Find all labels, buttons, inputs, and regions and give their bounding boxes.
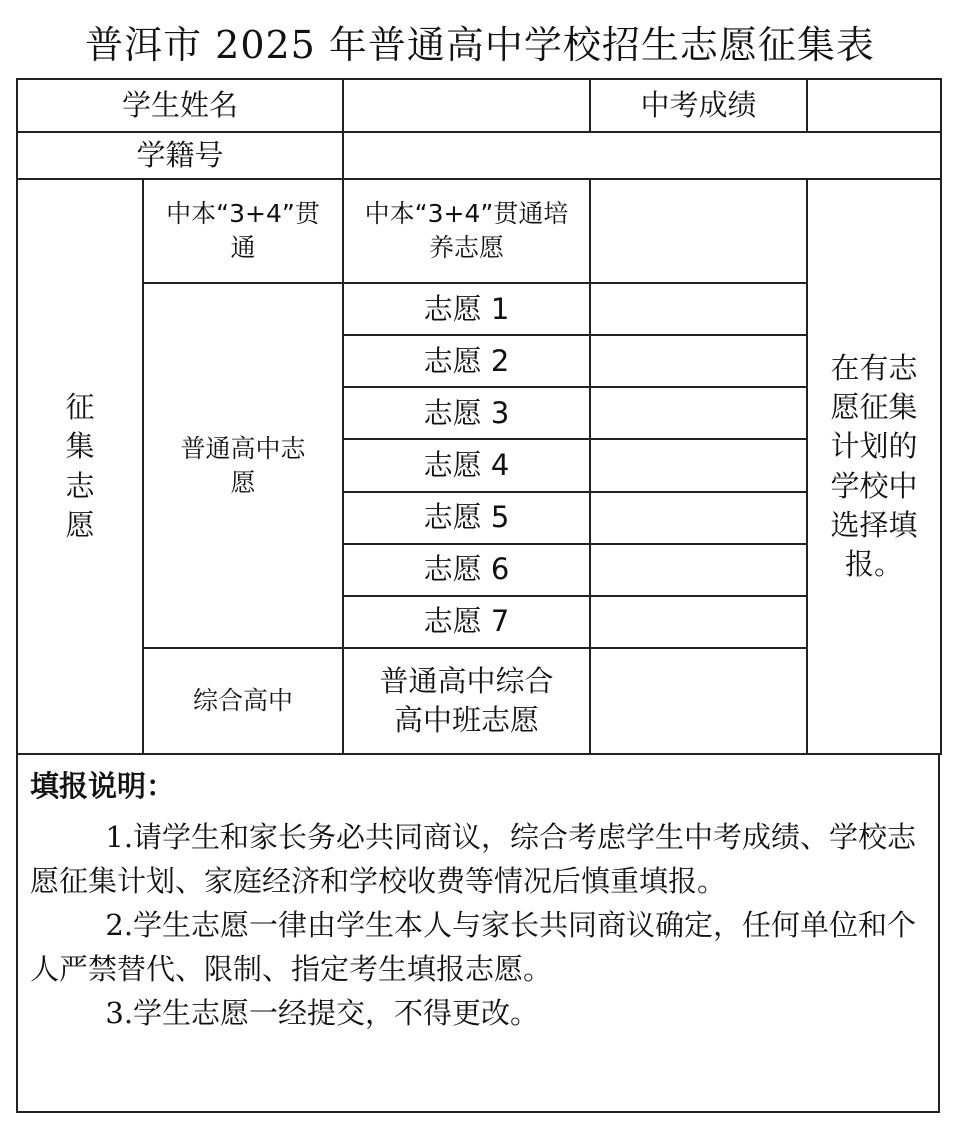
comprehensive-option-label: 普通高中综合 高中班志愿 [343,648,590,754]
general-option-3-label: 志愿 3 [343,387,590,439]
section-label: 征 集 志 愿 [17,179,143,754]
exam-score-label: 中考成绩 [590,79,807,132]
general-category-label: 普通高中志 愿 [143,283,343,647]
zhongben-choice-field[interactable] [590,179,807,283]
general-option-3-field[interactable] [590,387,807,439]
general-option-5-field[interactable] [590,492,807,544]
instruction-item-3: 3.学生志愿一经提交，不得更改。 [105,996,540,1030]
general-option-1-field[interactable] [590,283,807,335]
general-option-1-label: 志愿 1 [343,283,590,335]
instruction-item-1: 1.请学生和家长务必共同商议，综合考虑学生中考成绩、学校志愿征集计划、家庭经济和学校收费等情况后慎重填报。 [30,820,917,898]
comprehensive-category-label: 综合高中 [143,648,343,754]
application-form-table [16,78,942,755]
zhongben-option-label: 中本“3+4”贯通培 养志愿 [343,179,590,283]
instruction-item-2: 2.学生志愿一律由学生本人与家长共同商议确定，任何单位和个人严禁替代、限制、指定考生填报志愿。 [30,908,917,986]
general-option-4-field[interactable] [590,439,807,491]
zhongben-category-label: 中本“3+4”贯 通 [143,179,343,283]
general-option-5-label: 志愿 5 [343,492,590,544]
student-name-field[interactable] [343,79,590,132]
instructions-heading: 填报说明： [30,769,176,803]
side-note: 在有志 愿征集 计划的 学校中 选择填 报。 [807,179,941,754]
general-option-7-field[interactable] [590,596,807,648]
comprehensive-choice-field[interactable] [590,648,807,754]
general-option-4-label: 志愿 4 [343,439,590,491]
student-id-field[interactable] [343,132,941,179]
general-option-6-field[interactable] [590,544,807,596]
page-title: 普洱市 2025 年普通高中学校招生志愿征集表 [85,23,875,67]
student-name-label: 学生姓名 [17,79,343,132]
general-option-7-label: 志愿 7 [343,596,590,648]
general-option-2-field[interactable] [590,335,807,387]
exam-score-field[interactable] [807,79,941,132]
general-option-2-label: 志愿 2 [343,335,590,387]
instructions-box [16,754,940,1113]
general-option-6-label: 志愿 6 [343,544,590,596]
student-id-label: 学籍号 [17,132,343,179]
